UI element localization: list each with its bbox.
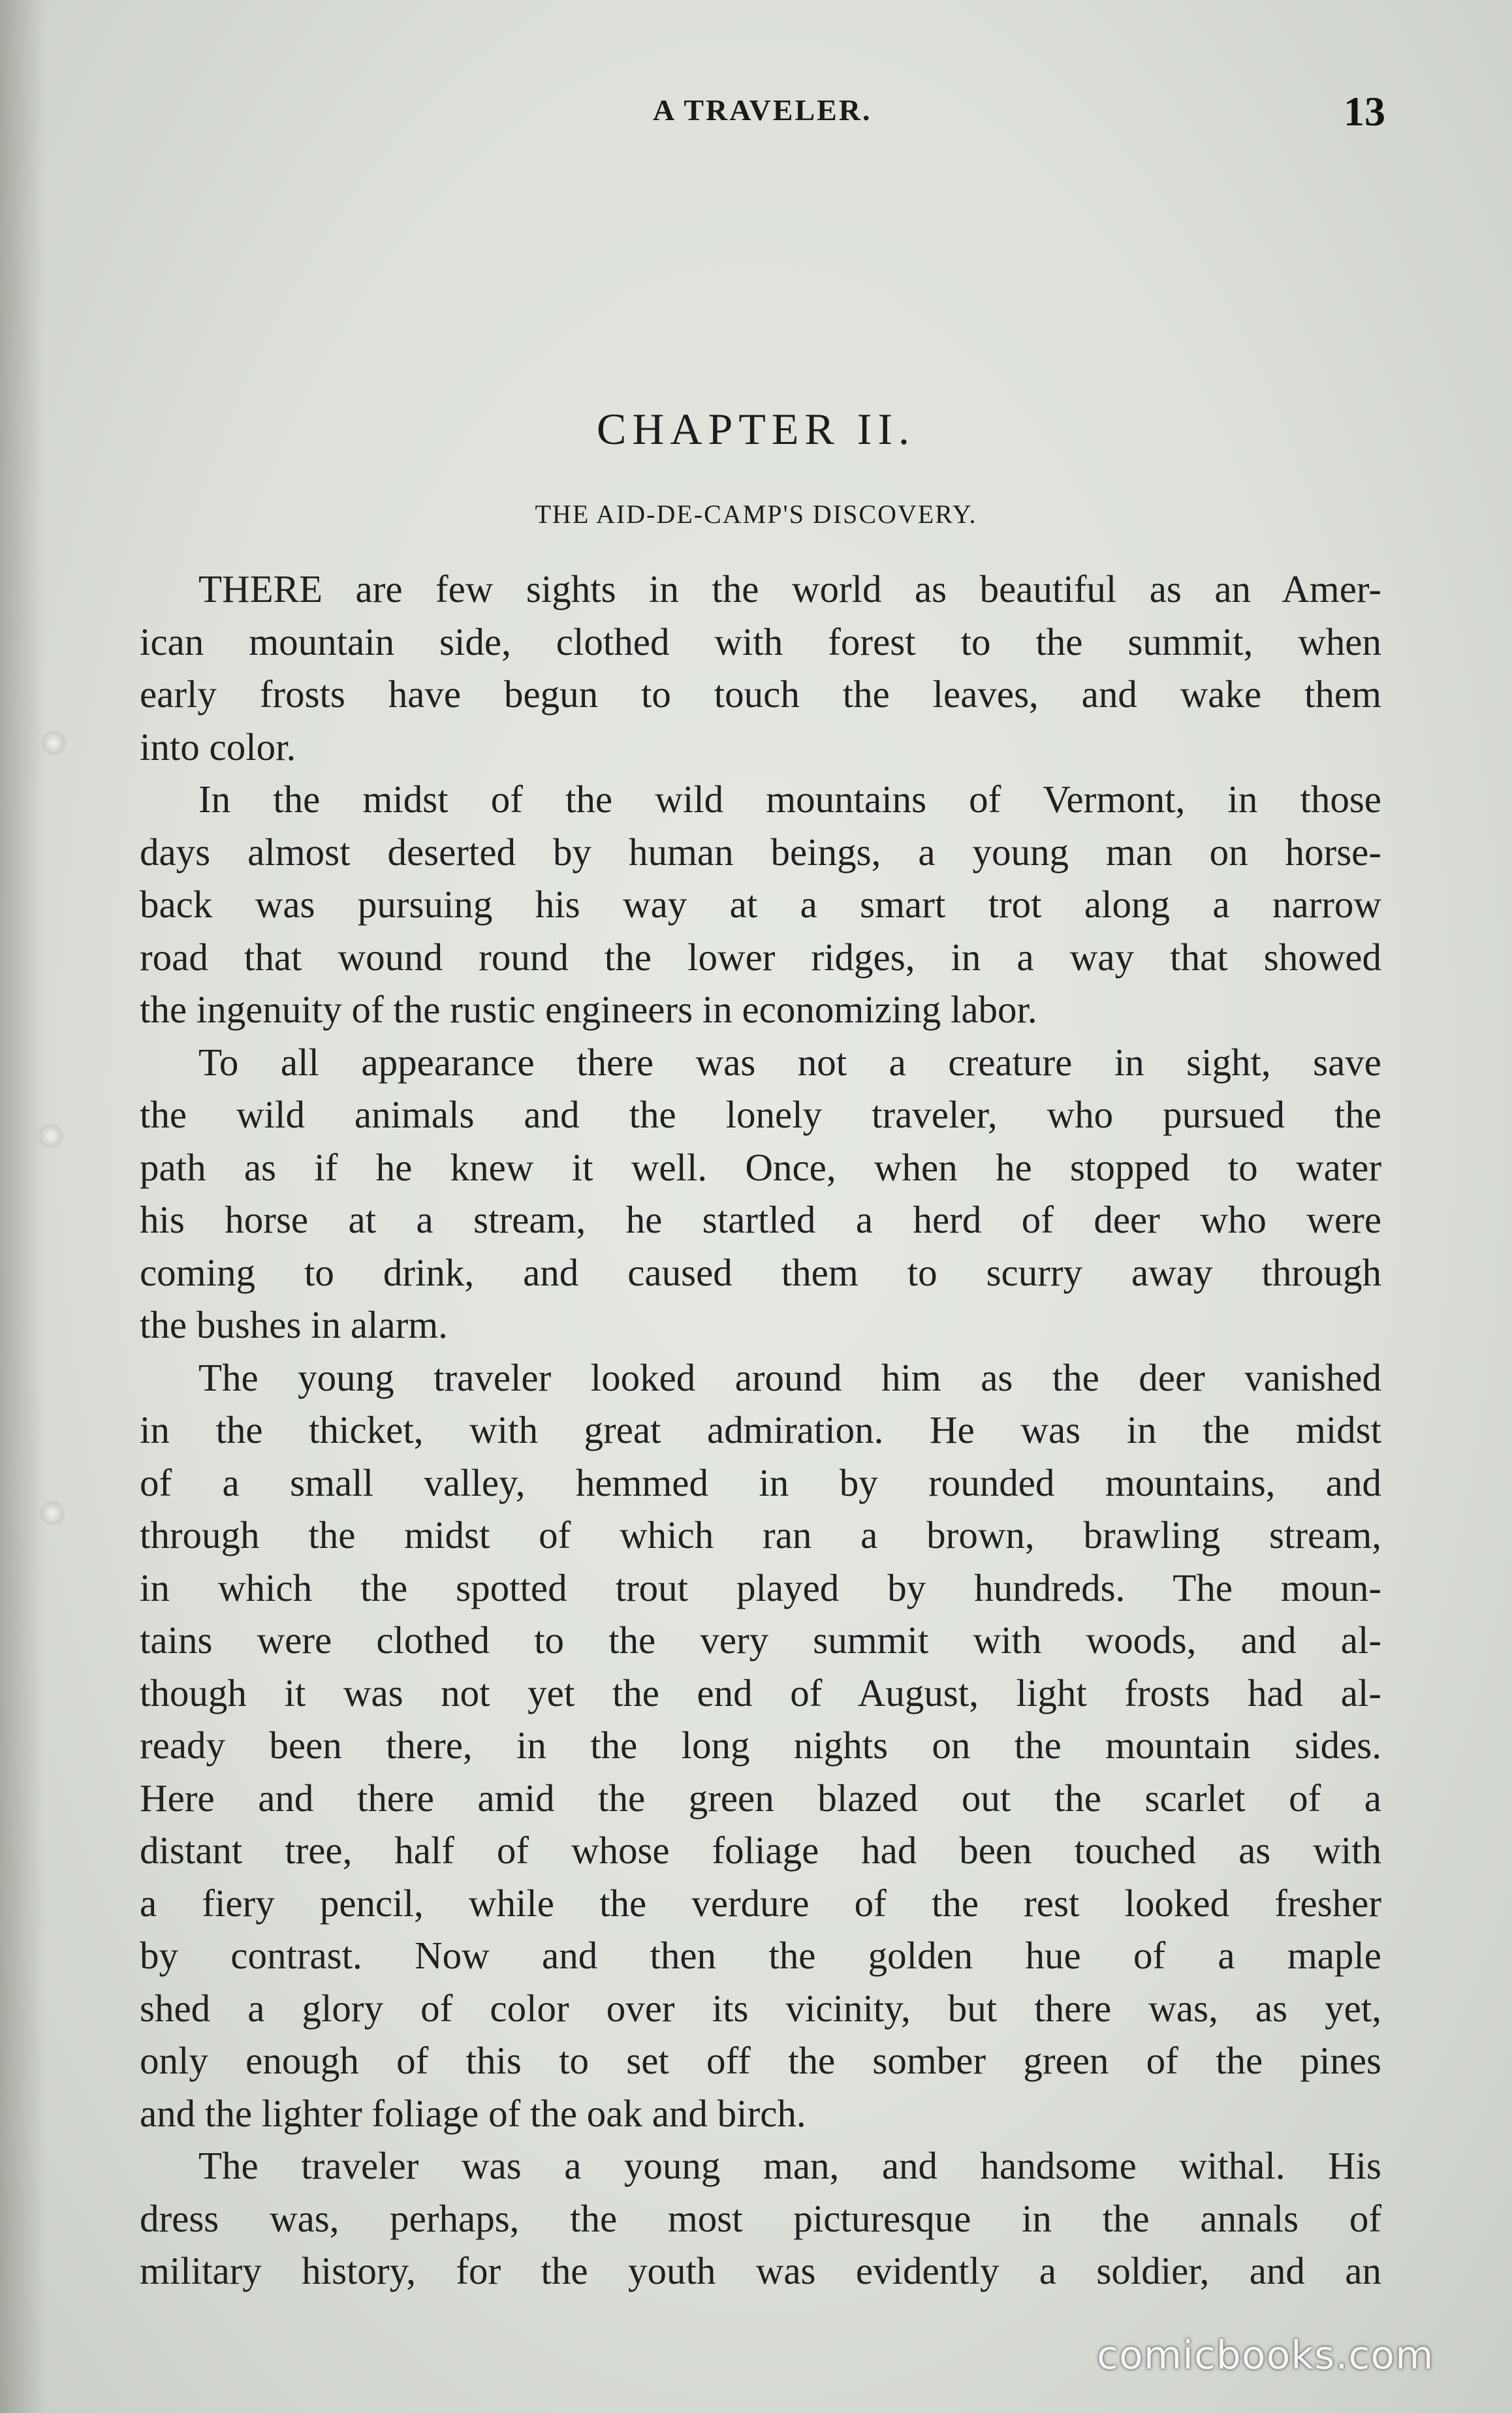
spine-shadow bbox=[0, 0, 46, 2413]
paper-speck bbox=[40, 730, 67, 756]
text-line: through the midst of which ran a brown, brawling stream, bbox=[140, 1513, 1381, 1556]
page-number: 13 bbox=[1344, 88, 1385, 134]
paper-speck bbox=[38, 1123, 64, 1149]
text-line: To all appearance there was not a creature in sight, save bbox=[198, 1040, 1381, 1084]
text-line: tains were clothed to the very summit with woods, and al- bbox=[140, 1618, 1381, 1662]
chapter-subtitle: THE AID-DE-CAMP'S DISCOVERY. bbox=[535, 499, 977, 529]
text-line: Here and there amid the green blazed out the scarlet of a bbox=[140, 1776, 1381, 1820]
text-line: ican mountain side, clothed with forest to the summit, when bbox=[140, 620, 1381, 663]
text-line: his horse at a stream, he startled a herd of deer who were bbox=[140, 1198, 1381, 1241]
text-line: back was pursuing his way at a smart trot along a narrow bbox=[140, 883, 1381, 926]
text-line: THERE are few sights in the world as beautiful as an Amer- bbox=[198, 567, 1381, 610]
text-line: in which the spotted trout played by hundreds. The moun- bbox=[140, 1566, 1381, 1609]
text-line: ready been there, in the long nights on the mountain sides. bbox=[140, 1724, 1381, 1767]
text-line: road that wound round the lower ridges, in a way that showed bbox=[140, 935, 1381, 979]
text-line: in the thicket, with great admiration. He was in the midst bbox=[140, 1408, 1381, 1451]
text-line: only enough of this to set off the somber green of the pines bbox=[140, 2039, 1381, 2082]
text-line: days almost deserted by human beings, a young man on horse- bbox=[140, 830, 1381, 874]
text-line: the ingenuity of the rustic engineers in economizing labor. bbox=[140, 988, 1037, 1031]
text-line: the bushes in alarm. bbox=[140, 1303, 448, 1346]
text-line: and the lighter foliage of the oak and birch. bbox=[140, 2091, 806, 2135]
text-line: dress was, perhaps, the most picturesque in the annals of bbox=[140, 2196, 1381, 2240]
text-line: of a small valley, hemmed in by rounded mountains, and bbox=[140, 1460, 1381, 1504]
paper-speck bbox=[39, 1500, 65, 1526]
text-line: by contrast. Now and then the golden hue of a maple bbox=[140, 1934, 1381, 1977]
running-title: A TRAVELER. bbox=[653, 93, 872, 127]
watermark: comicbooks.com bbox=[1097, 2333, 1434, 2378]
text-line: The traveler was a young man, and handsome withal. His bbox=[198, 2144, 1381, 2187]
body-text bbox=[140, 563, 1381, 2297]
text-line: the wild animals and the lonely traveler, who pursued the bbox=[140, 1093, 1381, 1136]
text-line: though it was not yet the end of August, light frosts had al- bbox=[140, 1671, 1381, 1714]
text-line: into color. bbox=[140, 725, 296, 768]
text-line: shed a glory of color over its vicinity, but there was, as yet, bbox=[140, 1986, 1381, 2030]
text-line: distant tree, half of whose foliage had been touched as with bbox=[140, 1829, 1381, 1872]
text-line: In the midst of the wild mountains of Vermont, in those bbox=[198, 778, 1381, 821]
text-line: a fiery pencil, while the verdure of the rest looked fresher bbox=[140, 1881, 1381, 1925]
text-line: The young traveler looked around him as the deer vanished bbox=[198, 1355, 1381, 1399]
text-line: early frosts have begun to touch the leaves, and wake them bbox=[140, 672, 1381, 716]
text-line: military history, for the youth was evidently a soldier, and an bbox=[140, 2249, 1381, 2292]
text-line: path as if he knew it well. Once, when he stopped to water bbox=[140, 1145, 1381, 1189]
text-line: coming to drink, and caused them to scurry away through bbox=[140, 1250, 1381, 1294]
chapter-title: CHAPTER II. bbox=[596, 404, 916, 454]
